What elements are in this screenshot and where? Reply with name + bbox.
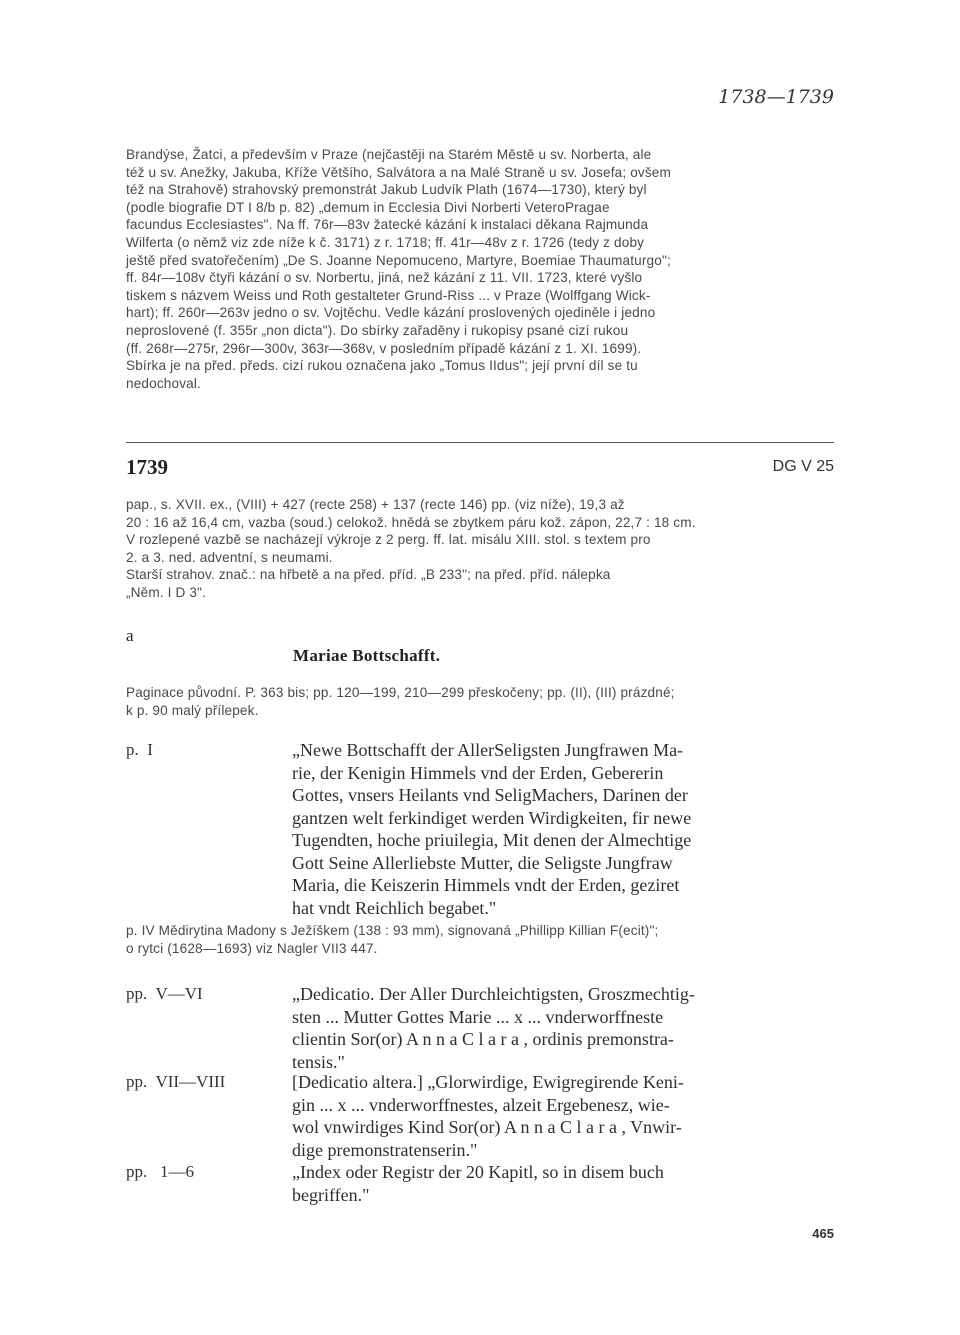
text-line: tensis."	[292, 1051, 345, 1072]
text-line: „Něm. I D 3".	[126, 584, 207, 600]
text-line: pap., s. XVII. ex., (VIII) + 427 (recte 258) + 137 (recte 146) pp. (viz níže), 19,3 až	[126, 497, 625, 512]
intro-paragraph	[126, 146, 834, 392]
text-line: rie, der Kenigin Himmels vnd der Erden, Gebererin	[292, 762, 664, 783]
text-line: sten ... Mutter Gottes Marie ... x ... vnderworffneste	[292, 1006, 664, 1027]
text-line: „Dedicatio. Der Aller Durchleichtigsten, Groszmechtig-	[292, 984, 695, 1004]
text-line: též na Strahově) strahovský premonstrát Jakub Ludvík Plath (1674—1730), který byl	[126, 182, 647, 198]
section-letter: a	[126, 626, 134, 645]
page-reference: pp. VII—VIII	[126, 1072, 226, 1091]
text-line: Wilferta (o němž viz zde níže k č. 3171) z r. 1718; ff. 41r—48v z r. 1726 (tedy z doby	[126, 234, 645, 250]
text-line: hat vndt Reichlich begabet."	[292, 897, 497, 918]
text-line: (podle biografie DT I 8/b p. 82) „demum in Ecclesia Divi Norberti VeteroPragae	[126, 199, 610, 215]
text-line: gantzen welt ferkindiget werden Wirdigkeiten, fir newe	[292, 807, 692, 828]
text-line: (ff. 268r—275r, 296r—300v, 363r—368v, v posledním případě kázání z 1. XI. 1699).	[126, 340, 642, 356]
text-line: dige premonstratenserin."	[292, 1139, 478, 1160]
text-line: Gottes, vnsers Heilants vnd SeligMachers, Darinen der	[292, 785, 688, 805]
entry-number: 1739	[126, 455, 168, 479]
work-title: Mariae Bottschafft.	[293, 646, 441, 665]
text-line: Sbírka je na před. předs. cizí rukou označena jako „Tomus IIdus"; její první díl se tu	[126, 358, 638, 374]
manuscript-description	[126, 496, 834, 602]
text-line: Tugendten, hoche priuilegia, Mit denen der Almechtige	[292, 830, 692, 850]
page-reference: pp. V—VI	[126, 984, 203, 1003]
text-line: „Newe Bottschafft der AllerSeligsten Jungfrawen Ma-	[292, 740, 684, 760]
text-line: wol vnwirdiges Kind Sor(or) A n n a C l a r a , Vnwir-	[292, 1117, 682, 1137]
text-line: Maria, die Keiszerin Himmels vndt der Erden, geziret	[292, 875, 680, 895]
text-line: „Index oder Registr der 20 Kapitl, so in disem buch	[292, 1162, 664, 1182]
text-line: Starší strahov. znač.: na hřbetě a na před. příd. „B 233"; na před. příd. nálepka	[126, 567, 611, 583]
text-line: ještě před svatořečením) „De S. Joanne Nepomuceno, Martyre, Boemiae Thaumaturgo";	[126, 252, 671, 268]
quoted-text	[292, 1071, 834, 1161]
text-line: k p. 90 malý přílepek.	[126, 702, 259, 718]
quoted-text	[292, 739, 834, 919]
text-line: [Dedicatio altera.] „Glorwirdige, Ewigregirende Keni-	[292, 1072, 684, 1092]
shelfmark: DG V 25	[772, 458, 834, 475]
text-line: p. IV Mědirytina Madony s Ježíškem (138 : 93 mm), signovaná „Phillipp Killian F(ecit)";	[126, 923, 659, 938]
text-line: Gott Seine Allerliebste Mutter, die Seligste Jungfraw	[292, 852, 673, 873]
page-reference: pp. 1—6	[126, 1162, 194, 1181]
page-reference: p. I	[126, 740, 153, 759]
text-line: gin ... x ... vnderworffnestes, alzeit Ergebenesz, wie-	[292, 1094, 670, 1115]
text-line: Paginace původní. P. 363 bis; pp. 120—199, 210—299 přeskočeny; pp. (II), (III) prázdné;	[126, 685, 675, 700]
text-line: tiskem s názvem Weiss und Roth gestalteter Grund-Riss ... v Praze (Wolffgang Wick-	[126, 287, 651, 303]
page-number: 465	[812, 1226, 834, 1241]
text-line: clientin Sor(or) A n n a C l a r a , ordinis premonstra-	[292, 1029, 674, 1049]
engraving-note	[126, 922, 834, 957]
text-line: neproslovené (f. 355r „non dicta"). Do sbírky zařaděny i rukopisy psané cizí rukou	[126, 322, 629, 338]
text-line: o rytci (1628—1693) viz Nagler VII3 447.	[126, 940, 378, 956]
text-line: hart); ff. 260r—263v jedno o sv. Vojtěchu. Vedle kázání proslovených ojediněle i jedno	[126, 305, 656, 321]
quoted-text	[292, 983, 834, 1073]
text-line: V rozlepené vazbě se nacházejí výkroje z 2 perg. ff. lat. misálu XIII. stol. s textem pro	[126, 532, 651, 548]
text-line: 2. a 3. ned. adventní, s neumami.	[126, 549, 333, 565]
quoted-text	[292, 1161, 834, 1206]
text-line: též u sv. Anežky, Jakuba, Kříže Většího, Salvátora a na Malé Straně u sv. Josefa; ovšem	[126, 164, 671, 180]
text-line: nedochoval.	[126, 375, 201, 391]
text-line: facundus Ecclesiastes". Na ff. 76r—83v žatecké kázání k instalaci děkana Rajmunda	[126, 217, 649, 233]
text-line: 20 : 16 až 16,4 cm, vazba (soud.) celokož. hnědá se zbytkem páru kož. zápon, 22,7 : 18 cm.	[126, 514, 696, 530]
text-line: ff. 84r—108v čtyři kázání o sv. Norbertu, jiná, než kázání z 11. VII. 1723, které vyšlo	[126, 270, 643, 286]
text-line: Brandýse, Žatci, a především v Praze (nejčastěji na Starém Městě u sv. Norberta, ale	[126, 147, 652, 162]
running-head: 1738—1739	[718, 86, 834, 108]
section-divider	[126, 442, 834, 443]
text-line: begriffen."	[292, 1184, 370, 1205]
pagination-note	[126, 684, 834, 719]
